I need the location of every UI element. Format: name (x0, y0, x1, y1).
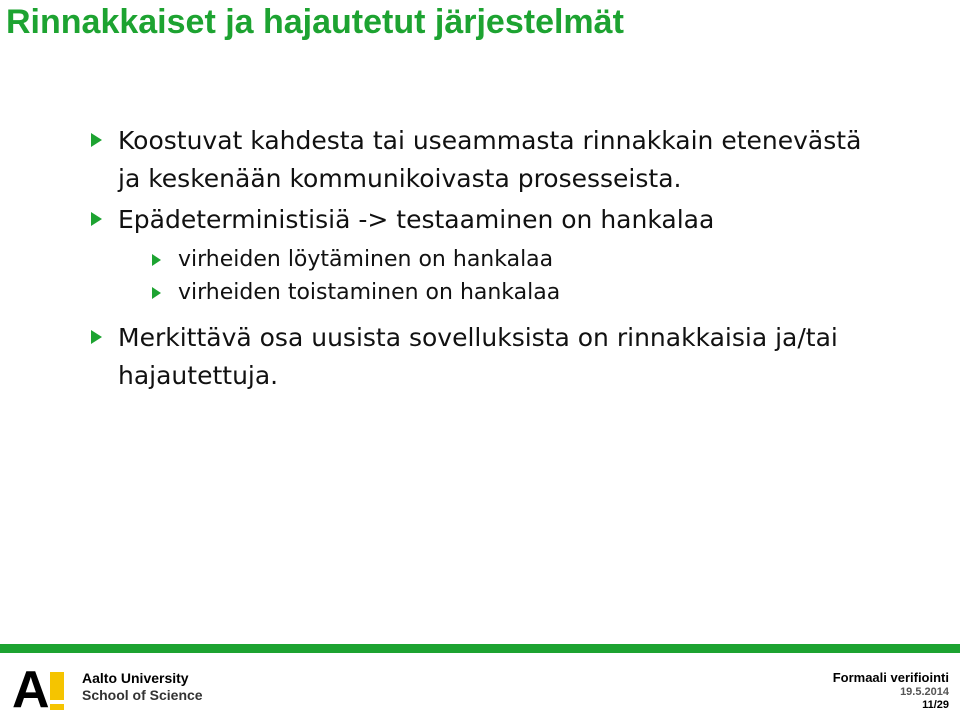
bullet-3-line-2: hajautettuja. (118, 361, 279, 390)
sub-bullet-1: virheiden löytäminen on hankalaa (178, 247, 554, 272)
bullet-marker (91, 330, 102, 344)
university-name: Aalto University (82, 670, 189, 686)
sub-bullet-marker (152, 287, 161, 299)
aalto-logo-exclamation-icon (50, 672, 64, 710)
slide-date: 19.5.2014 (900, 686, 949, 698)
bullet-3-line-1: Merkittävä osa uusista sovelluksista on rinnakkaisia ja/tai (118, 323, 838, 352)
footer-divider (0, 644, 960, 653)
bullet-1-line-1: Koostuvat kahdesta tai useammasta rinnakkain etenevästä (118, 126, 862, 155)
course-name: Formaali verifiointi (832, 670, 949, 685)
bullet-2-line-1: Epädeterministisiä -> testaaminen on hankalaa (118, 205, 715, 234)
bullet-marker (91, 133, 102, 147)
aalto-logo-letter: A (12, 661, 50, 719)
page-number: 11/29 (922, 699, 949, 711)
sub-bullet-2: virheiden toistaminen on hankalaa (178, 280, 561, 305)
bullet-marker (91, 212, 102, 226)
sub-bullet-marker (152, 254, 161, 266)
school-name: School of Science (82, 687, 203, 703)
bullet-1-line-2: ja keskenään kommunikoivasta prosesseista. (118, 164, 682, 193)
slide-title: Rinnakkaiset ja hajautetut järjestelmät (6, 3, 624, 41)
